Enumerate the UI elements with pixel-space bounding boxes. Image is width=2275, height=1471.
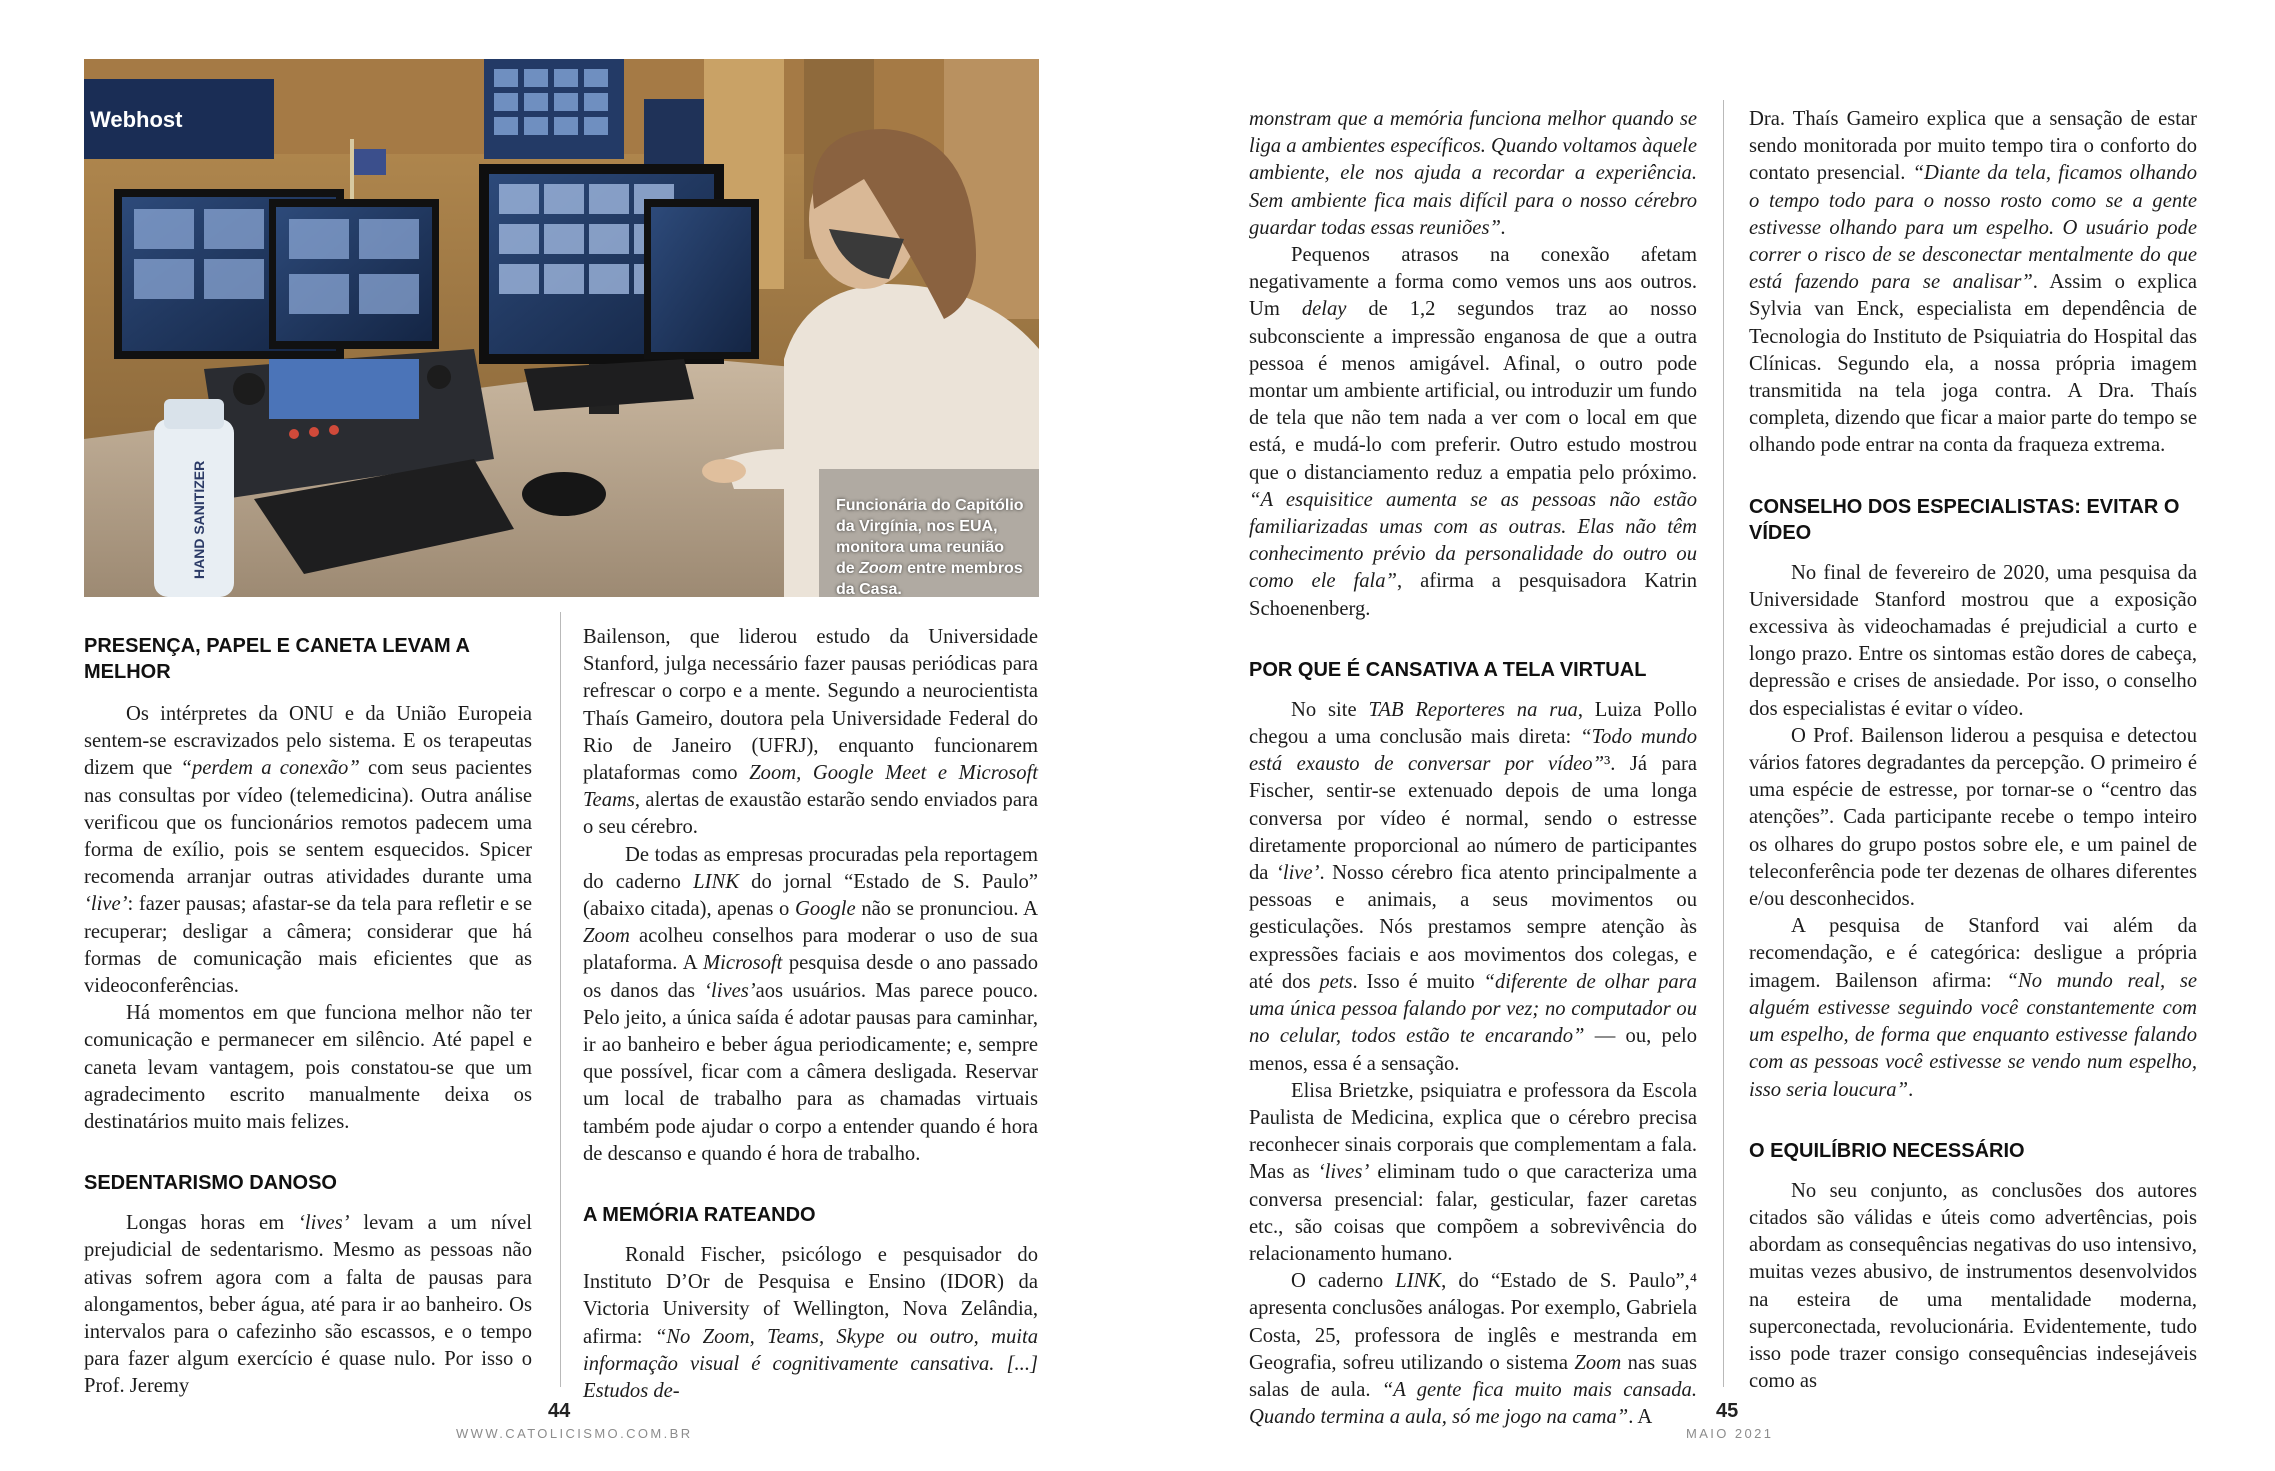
paragraph: A pesquisa de Stanford vai além da recomendação, e é categórica: desligue a própria imagem. Bailenson afirma: “No mundo real, se alguém estivesse seguindo você constantemente com um espelho, de forma que enquanto estivesse falando com as pessoas você estivesse se vendo num espelho, isso seria loucura”.	[1749, 915, 2197, 1101]
paragraph: monstram que a memória funciona melhor quando se liga a ambientes específicos. Quando voltamos àquele ambiente, ele nos ajuda a recordar a experiência. Sem ambiente fica mais difícil para o nosso cérebro guardar todas essas reuniões”.	[1249, 108, 1697, 239]
paragraph: No site TAB Reporteres na rua, Luiza Pollo chegou a uma conclusão mais direta: “Todo mundo está exausto de conversar por vídeo”³. Já para Fischer, sentir-se extenuado depois de uma longa conversa por vídeo é normal, sendo o estresse diretamente proporcional ao número de participantes da ‘live’. Nosso cérebro fica atento principalmente a pessoas e animais, a seus movimentos ou gesticulações. Nós prestamos sempre atenção às expressões faciais e aos movimentos dos colegas, e até dos pets. Isso é muito “diferente de olhar para uma única pessoa falando por vez; no computador ou no celular, todos estão te encarando” — ou, pelo menos, essa é a sensação.	[1249, 698, 1697, 1075]
photo-caption: Funcionária do Capitólio da Virgínia, nos EUA, monitora uma reunião de Zoom entre membros da Casa.	[836, 497, 1024, 597]
paragraph: No final de fevereiro de 2020, uma pesquisa da Universidade Stanford mostrou que a exposição excessiva às videochamadas é prejudicial a curto e longo prazo. Entre os sintomas estão dores de cabeça, depressão e crises de ansiedade. Por isso, o conselho dos especialistas é evitar o vídeo.	[1749, 561, 2197, 720]
paragraph: O Prof. Bailenson liderou a pesquisa e detectou vários fatores degradantes da percepção. O primeiro é uma espécie de estresse, por tornar-se o “centro das atenções”. Cada participante recebe o tempo inteiro os olhares do grupo postos sobre ele, e um painel de teleconferência pode ter dezenas de olhares diferentes e/ou desconhecidos.	[1749, 724, 2197, 911]
page-left	[0, 0, 1137, 1471]
page-number: 44	[548, 1400, 571, 1422]
paragraph: De todas as empresas procuradas pela reportagem do caderno LINK do jornal “Estado de S. Paulo” (abaixo citada), apenas o Google não se pronunciou. A Zoom acolheu conselhos para moderar o uso de sua plataforma. A Microsoft pesquisa desde o ano passado os danos das ‘lives’aos usuários. Mas parece pouco. Pelo jeito, a única saída é adotar pausas para caminhar, ir ao banheiro e beber água periodicamente; e, sempre que possível, ficar com a câmera desligada. Reservar um local de trabalho para as chamadas virtuais também pode ajudar o corpo a entender quando é hora de descanso e quando é hora de trabalho.	[583, 843, 1039, 1165]
wall-screen-label: Webhost	[90, 107, 183, 132]
paragraph: Dra. Thaís Gameiro explica que a sensação de estar sendo monitorada por muito tempo tira o conforto do contato presencial. “Diante da tela, ficamos olhando o tempo todo para o nosso rosto como se a gente estivesse olhando para um espelho. O usuário pode correr o risco de se desconectar mentalmente do que está fazendo para se analisar”. Assim o explica Sylvia van Enck, especialista em dependência de Tecnologia do Instituto de Psiquiatria do Hospital das Clínicas. Segundo ela, a nossa própria imagem transmitida na tela joga contra. A Dra. Thaís completa, dizendo que ficar a maior parte do tempo se olhando pode entrar na conta da fraqueza extrema.	[1749, 108, 2197, 457]
section-heading: O EQUILÍBRIO NECESSÁRIO	[1749, 1139, 2025, 1162]
section-heading: PRESENÇA, PAPEL E CANETA LEVAM A MELHOR	[84, 635, 470, 683]
paragraph: Ronald Fischer, psicólogo e pesquisador do Instituto D’Or de Pesquisa e Ensino (IDOR) da Victoria University of Wellington, Nova Zelândia, afirma: “No Zoom, Teams, Skype ou outro, muita informação visual é cognitivamente cansativa. [...] Estudos de-	[583, 1244, 1038, 1403]
right-column-1	[1249, 106, 1697, 1431]
column-divider	[560, 612, 561, 1387]
left-column-1	[84, 633, 532, 1401]
paragraph: Há momentos em que funciona melhor não ter comunicação e permanecer em silêncio. Até papel e caneta levam vantagem, pois constatou-se que um agradecimento escrito manualmente deixa os destinatários muito mais felizes.	[84, 1002, 532, 1134]
paragraph: Elisa Brietzke, psiquiatra e professora da Escola Paulista de Medicina, explica que o cérebro precisa reconhecer sinais corporais que complementam a fala. Mas as ‘lives’ eliminam tudo o que caracteriza uma conversa presencial: falar, gesticular, fazer caretas etc., são coisas que compõem a sobrevivência do relacionamento humano.	[1249, 1079, 1697, 1265]
section-heading: SEDENTARISMO DANOSO	[84, 1172, 337, 1195]
paragraph: Pequenos atrasos na conexão afetam negativamente a forma como vemos uns aos outros. Um delay de 1,2 segundos traz ao nosso subconsciente a impressão enganosa de que a outra pessoa é menos amigável. Afinal, o outro pode montar um ambiente artificial, ou introduzir um fundo de tela que não tem nada a ver com o local em que está, e mudá-lo com preferir. Outro estudo mostrou que o distanciamento reduz a empatia pelo próximo. “A esquisitice aumenta se as pessoas não estão familiarizadas umas com as outras. Elas não têm conhecimento prévio da personalidade do outro ou como ele fala”, afirma a pesquisadora Katrin Schoenenberg.	[1249, 244, 1697, 620]
footer-site: WWW.CATOLICISMO.COM.BR	[456, 1426, 693, 1441]
paragraph: Os intérpretes da ONU e da União Europeia sentem-se escravizados pelo sistema. E os terapeutas dizem que “perdem a conexão” com seus pacientes nas consultas por vídeo (telemedicina). Outra análise verificou que os funcionários remotos padecem uma forma de exílio, pois se sentem esquecidos. Spicer recomenda arranjar outras atividades durante uma ‘live’: fazer pausas; afastar-se da tela para refletir e se recuperar; desligar a câmera; considerar que há formas de comunicação mais eficientes que as videoconferências.	[84, 703, 532, 998]
paragraph: No seu conjunto, as conclusões dos autores citados são válidas e úteis como advertências, pois abordam as consequências negativas do uso intensivo, muitas vezes abusivo, de instrumentos desenvolvidos na esteira de uma mentalidade moderna, superconectada, revolucionária. Evidentemente, tudo isso pode trazer consigo consequências indesejáveis como as	[1749, 1179, 2197, 1393]
article-photo	[84, 59, 1039, 597]
right-column-2	[1749, 106, 2197, 1395]
paragraph: O caderno LINK, do “Estado de S. Paulo”,⁴ apresenta conclusões análogas. Por exemplo, Gabriela Costa, 25, professora de inglês e mestranda em Geografia, sofreu utilizando o sistema Zoom nas suas salas de aula. “A gente fica muito mais cansada. Quando termina a aula, só me jogo na cama”. A	[1249, 1270, 1697, 1429]
footer-date: MAIO 2021	[1686, 1426, 1774, 1441]
section-heading: CONSELHO DOS ESPECIALISTAS: EVITAR O VÍDEO	[1749, 495, 2180, 544]
paragraph: Longas horas em ‘lives’ levam a um nível prejudicial de sedentarismo. Mesmo as pessoas não ativas sofrem agora com a falta de pausas para alongamentos, beber água, até para ir ao banheiro. Os intervalos para o cafezinho são escassos, e o tempo para fazer algum exercício é quase nulo. Por isso o Prof. Jeremy	[84, 1212, 532, 1398]
paragraph: Bailenson, que liderou estudo da Universidade Stanford, julga necessário fazer pausas periódicas para refrescar o corpo e a mente. Segundo a neurocientista Thaís Gameiro, doutora pela Universidade Federal do Rio de Janeiro (UFRJ), enquanto funcionarem plataformas como Zoom, Google Meet e Microsoft Teams, alertas de exaustão estarão sendo enviados para o seu cérebro.	[583, 626, 1038, 839]
left-column-2	[583, 624, 1038, 1405]
column-divider	[1723, 100, 1724, 1387]
sanitizer-label: HAND SANITIZER	[191, 460, 207, 579]
page-number: 45	[1716, 1400, 1739, 1422]
section-heading: A MEMÓRIA RATEANDO	[583, 1204, 816, 1227]
section-heading: POR QUE É CANSATIVA A TELA VIRTUAL	[1249, 658, 1647, 681]
